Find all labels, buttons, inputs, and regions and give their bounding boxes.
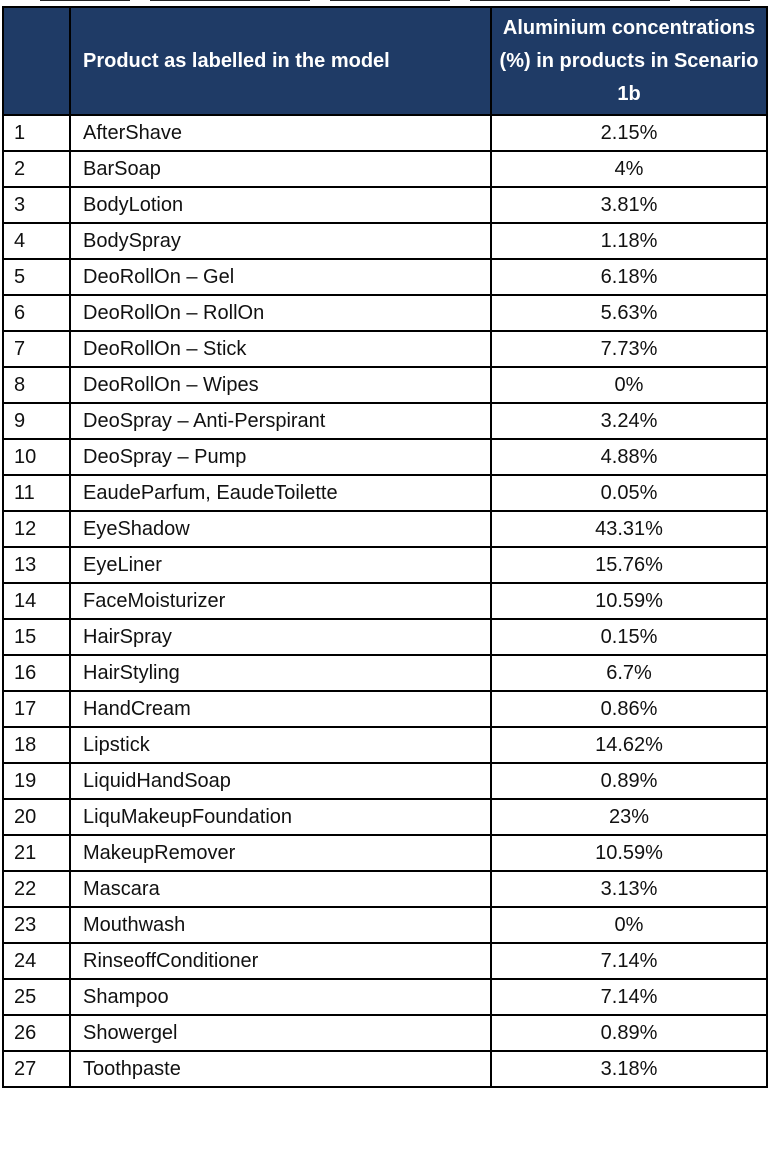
- table-row: [3, 331, 767, 367]
- table-row: [3, 979, 767, 1015]
- table-row: [3, 439, 767, 475]
- product-name: DeoRollOn – Stick: [70, 331, 491, 367]
- row-number: 10: [3, 439, 70, 475]
- table-row: [3, 223, 767, 259]
- table-row: [3, 835, 767, 871]
- row-number: 9: [3, 403, 70, 439]
- concentration-value: 3.81%: [491, 187, 767, 223]
- row-number: 2: [3, 151, 70, 187]
- product-name: FaceMoisturizer: [70, 583, 491, 619]
- table-row: [3, 295, 767, 331]
- table-row: [3, 907, 767, 943]
- concentration-value: 43.31%: [491, 511, 767, 547]
- table-row: [3, 115, 767, 151]
- concentration-value: 7.14%: [491, 943, 767, 979]
- concentration-value: 7.14%: [491, 979, 767, 1015]
- product-name: BodyLotion: [70, 187, 491, 223]
- row-number: 18: [3, 727, 70, 763]
- product-name: Toothpaste: [70, 1051, 491, 1087]
- table-row: [3, 871, 767, 907]
- header-index: [3, 7, 70, 115]
- product-name: MakeupRemover: [70, 835, 491, 871]
- concentration-value: 7.73%: [491, 331, 767, 367]
- concentration-value: 15.76%: [491, 547, 767, 583]
- table-row: [3, 367, 767, 403]
- table-row: [3, 403, 767, 439]
- product-name: BarSoap: [70, 151, 491, 187]
- row-number: 13: [3, 547, 70, 583]
- table-row: [3, 151, 767, 187]
- product-name: DeoRollOn – Gel: [70, 259, 491, 295]
- row-number: 21: [3, 835, 70, 871]
- row-number: 17: [3, 691, 70, 727]
- product-name: DeoSpray – Pump: [70, 439, 491, 475]
- aluminium-concentration-table: [2, 6, 768, 1088]
- row-number: 25: [3, 979, 70, 1015]
- row-number: 23: [3, 907, 70, 943]
- table-row: [3, 691, 767, 727]
- product-name: LiquidHandSoap: [70, 763, 491, 799]
- product-name: HairStyling: [70, 655, 491, 691]
- row-number: 20: [3, 799, 70, 835]
- concentration-value: 3.24%: [491, 403, 767, 439]
- row-number: 3: [3, 187, 70, 223]
- row-number: 5: [3, 259, 70, 295]
- row-number: 14: [3, 583, 70, 619]
- concentration-value: 1.18%: [491, 223, 767, 259]
- row-number: 15: [3, 619, 70, 655]
- table-row: [3, 655, 767, 691]
- row-number: 24: [3, 943, 70, 979]
- row-number: 27: [3, 1051, 70, 1087]
- product-name: DeoSpray – Anti-Perspirant: [70, 403, 491, 439]
- row-number: 22: [3, 871, 70, 907]
- product-name: Lipstick: [70, 727, 491, 763]
- table-row: [3, 187, 767, 223]
- concentration-value: 3.18%: [491, 1051, 767, 1087]
- product-name: LiquMakeupFoundation: [70, 799, 491, 835]
- concentration-value: 0%: [491, 367, 767, 403]
- concentration-value: 10.59%: [491, 583, 767, 619]
- concentration-value: 0.05%: [491, 475, 767, 511]
- header-product: Product as labelled in the model: [70, 7, 491, 115]
- table-row: [3, 727, 767, 763]
- table-row: [3, 943, 767, 979]
- concentration-value: 2.15%: [491, 115, 767, 151]
- row-number: 8: [3, 367, 70, 403]
- table-row: [3, 583, 767, 619]
- product-name: BodySpray: [70, 223, 491, 259]
- product-name: DeoRollOn – RollOn: [70, 295, 491, 331]
- table-row: [3, 799, 767, 835]
- table-row: [3, 547, 767, 583]
- concentration-value: 5.63%: [491, 295, 767, 331]
- product-name: Mascara: [70, 871, 491, 907]
- product-name: EyeLiner: [70, 547, 491, 583]
- table-row: [3, 511, 767, 547]
- product-name: Mouthwash: [70, 907, 491, 943]
- table-row: [3, 1051, 767, 1087]
- table-row: [3, 763, 767, 799]
- concentration-value: 0%: [491, 907, 767, 943]
- row-number: 26: [3, 1015, 70, 1051]
- product-name: Showergel: [70, 1015, 491, 1051]
- product-name: HandCream: [70, 691, 491, 727]
- table-header-row: [3, 7, 767, 115]
- table-row: [3, 1015, 767, 1051]
- concentration-value: 0.89%: [491, 763, 767, 799]
- product-name: DeoRollOn – Wipes: [70, 367, 491, 403]
- concentration-value: 14.62%: [491, 727, 767, 763]
- concentration-value: 4.88%: [491, 439, 767, 475]
- concentration-value: 10.59%: [491, 835, 767, 871]
- concentration-value: 4%: [491, 151, 767, 187]
- row-number: 4: [3, 223, 70, 259]
- concentration-value: 0.86%: [491, 691, 767, 727]
- row-number: 16: [3, 655, 70, 691]
- concentration-value: 3.13%: [491, 871, 767, 907]
- header-concentration: Aluminium concentrations (%) in products in Scenario 1b: [491, 7, 767, 115]
- row-number: 12: [3, 511, 70, 547]
- concentration-value: 0.89%: [491, 1015, 767, 1051]
- product-name: HairSpray: [70, 619, 491, 655]
- product-name: EyeShadow: [70, 511, 491, 547]
- row-number: 19: [3, 763, 70, 799]
- product-name: AfterShave: [70, 115, 491, 151]
- row-number: 6: [3, 295, 70, 331]
- row-number: 7: [3, 331, 70, 367]
- table-row: [3, 259, 767, 295]
- table-row: [3, 475, 767, 511]
- concentration-value: 0.15%: [491, 619, 767, 655]
- product-name: RinseoffConditioner: [70, 943, 491, 979]
- row-number: 1: [3, 115, 70, 151]
- concentration-value: 23%: [491, 799, 767, 835]
- row-number: 11: [3, 475, 70, 511]
- product-name: EaudeParfum, EaudeToilette: [70, 475, 491, 511]
- concentration-value: 6.18%: [491, 259, 767, 295]
- table-row: [3, 619, 767, 655]
- product-name: Shampoo: [70, 979, 491, 1015]
- concentration-value: 6.7%: [491, 655, 767, 691]
